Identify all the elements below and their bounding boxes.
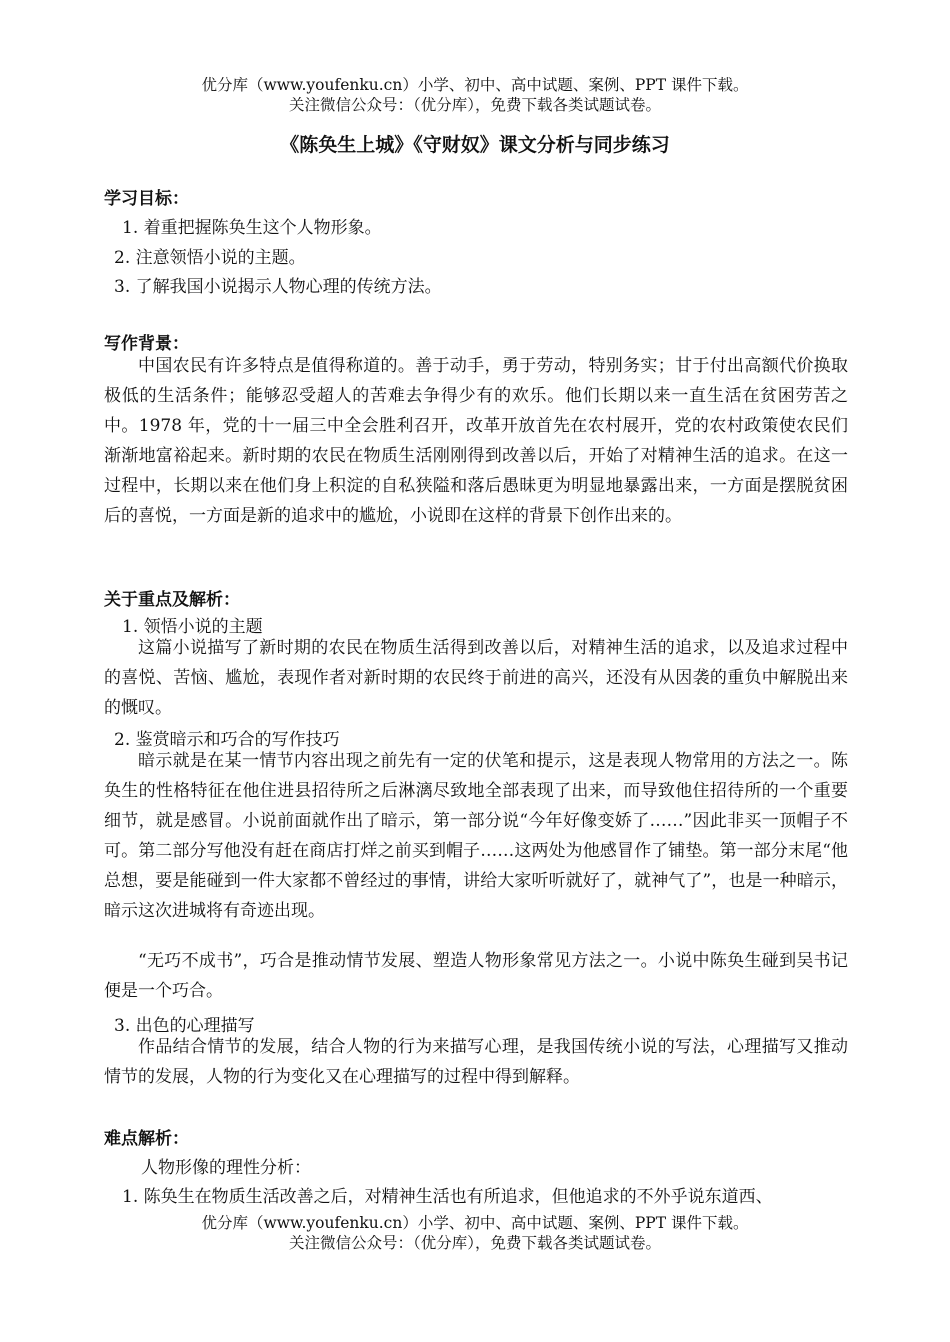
keypoint-1-paragraph: 这篇小说描写了新时期的农民在物质生活得到改善以后，对精神生活的追求，以及追求过程中的喜悦、苦恼、尴尬，表现作者对新时期的农民终于前进的高兴，还没有从因袭的重负中解脱出来的慨叹。 — [104, 638, 848, 719]
footer-line-1: 优分库（www.youfenku.cn）小学、初中、高中试题、案例、PPT 课件下载。 — [201, 1214, 749, 1232]
goal-item-2: 2. 注意领悟小说的主题。 — [114, 248, 306, 268]
goal-item-3: 3. 了解我国小说揭示人物心理的传统方法。 — [114, 277, 442, 297]
header-line-2: 关注微信公众号：（优分库），免费下载各类试题试卷。 — [288, 96, 661, 114]
keypoints-heading: 关于重点及解析： — [104, 590, 240, 610]
difficulty-intro: 人物形像的理性分析： — [141, 1158, 311, 1178]
keypoint-2-paragraph-2: “无巧不成书”，巧合是推动情节发展、塑造人物形象常见方法之一。小说中陈奂生碰到吴书记便是一个巧合。 — [104, 951, 848, 1002]
keypoint-3-paragraph: 作品结合情节的发展，结合人物的行为来描写心理，是我国传统小说的写法，心理描写又推动情节的发展，人物的行为变化又在心理描写的过程中得到解释。 — [104, 1037, 848, 1088]
background-heading: 写作背景： — [104, 334, 189, 354]
document-title: 《陈奂生上城》《守财奴》课文分析与同步练习 — [280, 134, 670, 156]
difficulty-heading: 难点解析： — [104, 1129, 189, 1149]
footer-line-2: 关注微信公众号：（优分库），免费下载各类试题试卷。 — [288, 1234, 661, 1252]
difficulty-item-1: 1. 陈奂生在物质生活改善之后，对精神生活也有所追求，但他追求的不外乎说东道西、 — [122, 1187, 773, 1207]
keypoint-3-label: 3. 出色的心理描写 — [114, 1016, 255, 1036]
goal-item-1: 1. 着重把握陈奂生这个人物形象。 — [122, 218, 382, 238]
goals-heading: 学习目标： — [104, 189, 189, 209]
background-paragraph: 中国农民有许多特点是值得称道的。善于动手，勇于劳动，特别务实；甘于付出高额代价换取极低的生活条件；能够忍受超人的苦难去争得少有的欢乐。他们长期以来一直生活在贫困劳苦之中。1978 年，党的十一届三中全会胜利召开，改革开放首先在农村展开，党的农村政策使农民们渐渐地富裕起来。新时期的农民在物质生活刚刚得到改善以后，开始了对精神生活的追求。在这一过程中，长期以来在他们身上积淀的自私狭隘和落后愚昧更为明显地暴露出来，一方面是摆脱贫困后的喜悦，一方面是新的追求中的尴尬，小说即在这样的背景下创作出来的。 — [104, 356, 848, 527]
keypoint-1-label: 1. 领悟小说的主题 — [122, 617, 263, 637]
keypoint-2-paragraph: 暗示就是在某一情节内容出现之前先有一定的伏笔和提示，这是表现人物常用的方法之一。陈奂生的性格特征在他住进县招待所之后淋漓尽致地全部表现了出来，而导致他住招待所的一个重要细节，就是感冒。小说前面就作出了暗示，第一部分说“今年好像变娇了……”因此非买一顶帽子不可。第二部分写他没有赶在商店打烊之前买到帽子……这两处为他感冒作了铺垫。第一部分末尾“他总想，要是能碰到一件大家都不曾经过的事情，讲给大家听听就好了，就神气了”，也是一种暗示，暗示这次进城将有奇迹出现。 — [104, 751, 848, 922]
keypoint-2-label: 2. 鉴赏暗示和巧合的写作技巧 — [114, 730, 340, 750]
header-line-1: 优分库（www.youfenku.cn）小学、初中、高中试题、案例、PPT 课件下载。 — [201, 76, 749, 94]
